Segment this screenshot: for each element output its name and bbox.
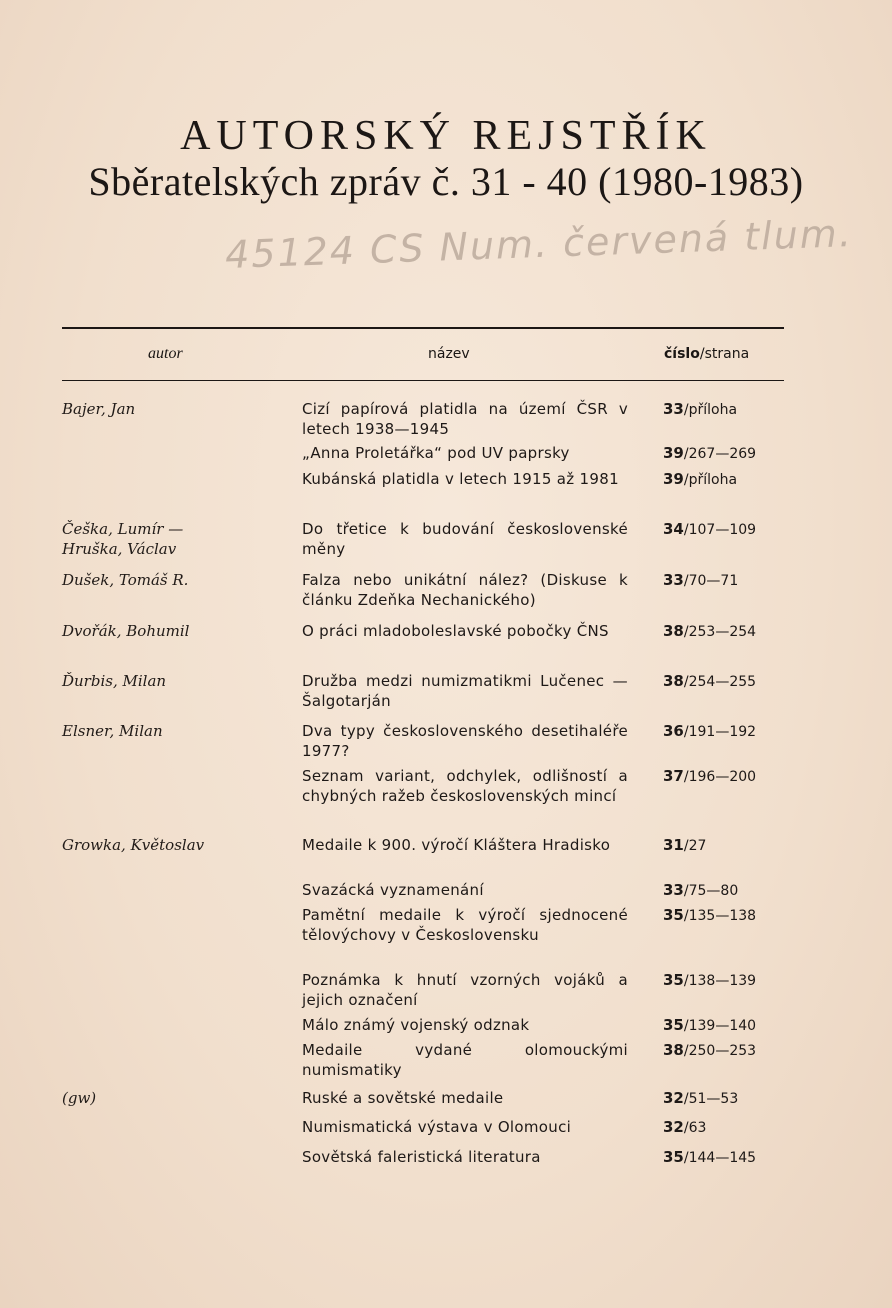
author-name: Ďurbis, Milan (62, 672, 167, 690)
article-title: Poznámka k hnutí vzorných vojáků a jejich označení (302, 971, 628, 1009)
article-title: Do třetice k budování československé měny (302, 520, 628, 558)
author-name: (gw) (62, 1089, 97, 1107)
issue-page-ref: 38/250—253 (663, 1041, 757, 1059)
issue-page-ref: 36/191—192 (663, 722, 757, 740)
article-title: Pamětní medaile k výročí sjednocené tělovýchovy v Československu (302, 906, 628, 944)
index-title: AUTORSKÝ REJSTŘÍK (180, 113, 712, 159)
author-name: Elsner, Milan (62, 722, 163, 740)
column-header-cislo-strana (664, 344, 749, 364)
issue-page-ref: 33/75—80 (663, 881, 739, 899)
column-header-autor: autor (148, 345, 183, 362)
issue-page-ref: 33/70—71 (663, 571, 739, 589)
pencil-annotation: 45124 CS Num. červená tlum. (224, 211, 854, 277)
issue-page-ref: 33/příloha (663, 400, 738, 418)
issue-page-ref: 35/138—139 (663, 971, 757, 989)
author-name: Dušek, Tomáš R. (62, 571, 189, 589)
article-title: Seznam variant, odchylek, odlišností a chybných ražeb československých mincí (302, 767, 628, 805)
issue-page-ref: 35/139—140 (663, 1016, 757, 1034)
article-title: Medaile vydané olomouckými numismatiky (302, 1041, 628, 1079)
issue-page-ref: 35/135—138 (663, 906, 757, 924)
header-rule (62, 380, 784, 381)
issue-page-ref: 35/144—145 (663, 1148, 757, 1166)
issue-page-ref: 32/63 (663, 1118, 707, 1136)
article-title: Družba medzi numizmatikmi Lučenec — Šalgotarján (302, 672, 628, 710)
issue-page-ref: 39/267—269 (663, 444, 757, 462)
issue-page-ref: 32/51—53 (663, 1089, 739, 1107)
top-rule (62, 327, 784, 329)
article-title: Sovětská faleristická literatura (302, 1148, 541, 1166)
author-name: Bajer, Jan (62, 400, 136, 418)
article-title: Numismatická výstava v Olomouci (302, 1118, 572, 1136)
issue-page-ref: 34/107—109 (663, 520, 757, 538)
article-title: O práci mladoboleslavské pobočky ČNS (302, 622, 609, 640)
column-header-nazev: název (428, 346, 470, 362)
article-title: Kubánská platidla v letech 1915 až 1981 (302, 470, 619, 488)
article-title: Cizí papírová platidla na území ČSR v letech 1938—1945 (302, 400, 628, 438)
article-title: Dva typy československého desetihaléře 1977? (302, 722, 628, 760)
author-name: Growka, Květoslav (62, 836, 205, 854)
article-title: Málo známý vojenský odznak (302, 1016, 530, 1034)
issue-page-ref: 37/196—200 (663, 767, 757, 785)
column-header-strana: /strana (699, 346, 750, 362)
index-subtitle: Sběratelských zpráv č. 31 - 40 (1980-1983) (88, 159, 804, 204)
issue-page-ref: 39/příloha (663, 470, 738, 488)
issue-page-ref: 38/253—254 (663, 622, 757, 640)
article-title: Ruské a sovětské medaile (302, 1089, 504, 1107)
article-title: Medaile k 900. výročí Kláštera Hradisko (302, 836, 611, 854)
issue-page-ref: 38/254—255 (663, 672, 757, 690)
article-title: Falza nebo unikátní nález? (Diskuse k článku Zdeňka Nechanického) (302, 571, 628, 609)
column-header-cislo: číslo (664, 346, 700, 362)
issue-page-ref: 31/27 (663, 836, 707, 854)
author-name: Dvořák, Bohumil (62, 622, 190, 640)
author-name: Češka, Lumír — Hruška, Václav (62, 520, 184, 558)
article-title: Svazácká vyznamenání (302, 881, 484, 899)
article-title: „Anna Proletářka“ pod UV paprsky (302, 444, 570, 462)
